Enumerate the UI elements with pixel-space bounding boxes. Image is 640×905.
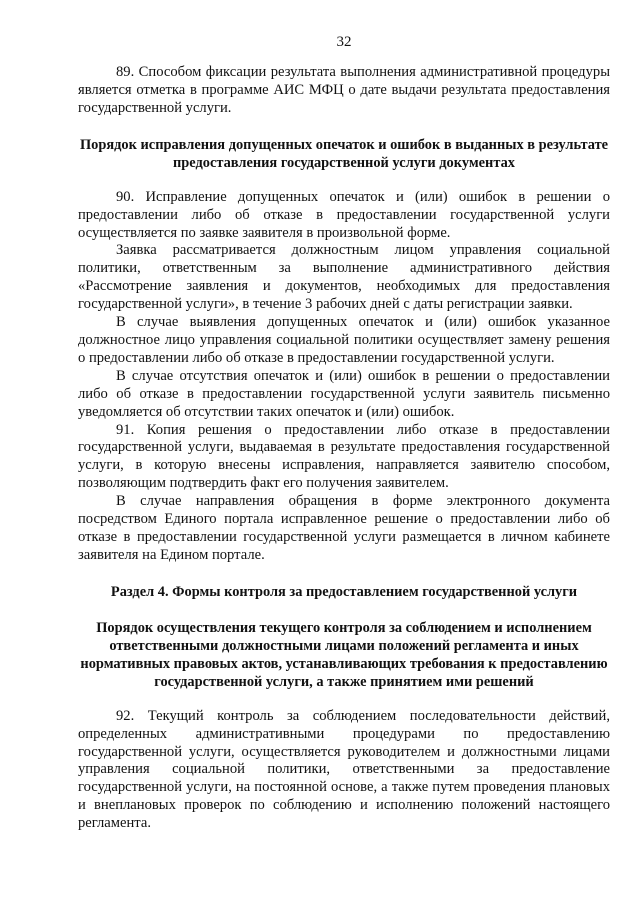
paragraph-90-errors-found: В случае выявления допущенных опечаток и (или) ошибок указанное должностное лицо управления социальной политики осуществляет замену решения о предоставлении либо об отказе в предоставлении государственной услуги. — [78, 314, 610, 366]
page-number: 32 — [336, 34, 352, 50]
document-page — [78, 32, 610, 833]
paragraph-90-no-errors: В случае отсутствия опечаток и (или) ошибок в решении о предоставлении либо об отказе в предоставлении государственной услуги заявитель письменно уведомляется об отсутствии таких опечаток и (или) ошибок. — [78, 367, 610, 420]
section-4-title: Раздел 4. Формы контроля за предоставлением государственной услуги — [110, 583, 578, 600]
paragraph-90-review: Заявка рассматривается должностным лицом управления социальной политики, ответственным за выполнение административного действия «Рассмотрение заявления и документов, необходимых для предоставления государственной услуги», в течение 3 рабочих дней с даты регистрации заявки. — [78, 242, 610, 313]
paragraph-89: 89. Способом фиксации результата выполнения административной процедуры является отметка в программе АИС МФЦ о дате выдачи результата предоставления государственной услуги. — [78, 64, 610, 116]
paragraph-91-portal: В случае направления обращения в форме электронного документа посредством Единого портала исправленное решение о предоставлении либо об отказе в предоставлении государственной услуги размещается в личном кабинете заявителя на Едином портале. — [78, 493, 610, 563]
heading-corrections: Порядок исправления допущенных опечаток и ошибок в выданных в результате предоставления государственной услуги документах — [79, 136, 609, 171]
paragraph-91: 91. Копия решения о предоставлении либо отказе в предоставлении государственной услуги, выдаваемая в результате предоставления государственной услуги, в которую внесены исправления, направляется заявителю способом, позволяющим подтвердить факт его получения заявителем. — [78, 421, 610, 492]
paragraph-90: 90. Исправление допущенных опечаток и (или) ошибок в решении о предоставлении либо об отказе в предоставлении государственной услуги осуществляется по заявке заявителя в произвольной форме. — [78, 188, 610, 241]
heading-current-control: Порядок осуществления текущего контроля за соблюдением и исполнением ответственными должностными лицами положений регламента и иных нормативных правовых актов, устанавливающих требования к предоставлению государственной услуги, а также принятием ими решений — [80, 619, 608, 690]
paragraph-92: 92. Текущий контроль за соблюдением последовательности действий, определенных административными процедурами по предоставлению государственной услуги, осуществляется руководителем и должностными лицами управления социальной политики, ответственными за предоставление государственной услуги, на постоянной основе, а также путем проведения плановых и внеплановых проверок по соблюдению и исполнению положений настоящего регламента. — [78, 707, 610, 832]
